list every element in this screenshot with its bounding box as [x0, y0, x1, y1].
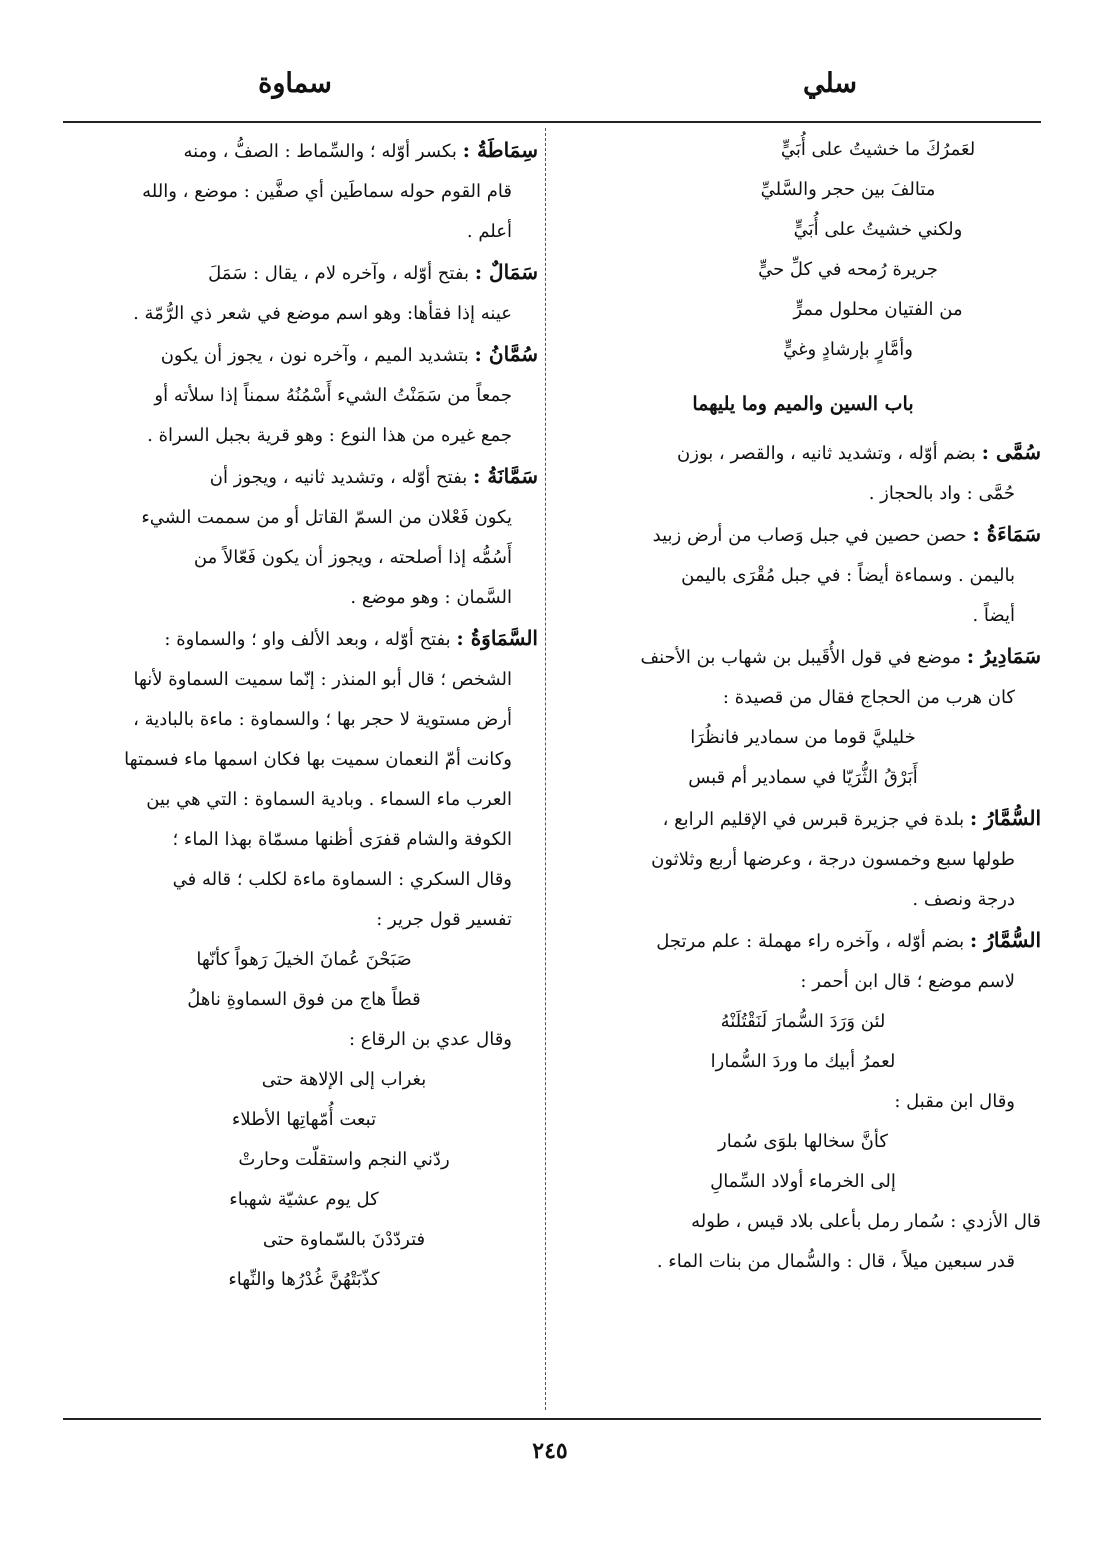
entry-text: العرب ماء السماء . وبادية السماوة : التي هي بين	[146, 789, 512, 810]
entry-text: أَسُمُّه إذا أصلحته ، ويجوز أن يكون فَعّالاً من	[193, 547, 512, 568]
verse-line: بغراب إلى الإلاهة حتى	[261, 1069, 427, 1090]
entry-text: قدر سبعين ميلاً ، قال : والسُّمال من بنات الماء .	[656, 1251, 1015, 1272]
verse-line: إلى الخرماء أولاد السِّمالِ	[710, 1171, 896, 1192]
entry-text: كان هرب من الحجاج فقال من قصيدة :	[722, 687, 1015, 708]
verse-line: أَبَرْقُ الثُّرَيّا في سمادير أم قبس	[688, 767, 918, 788]
verse-line: خليليَّ قوما من سمادير فانظُرَا	[690, 727, 916, 748]
section-heading: باب السين والميم وما يليهما	[692, 393, 914, 415]
entry-text: بفتح أوّله ، وآخره لام ، يقال : سَمَلَ	[208, 263, 469, 284]
entry-text: يكون فَعْلان من السمّ القاتل أو من سممت الشيء	[141, 507, 512, 528]
verse-line: صَبَحْنَ عُمانَ الخيلَ رَهواً كأنّها	[196, 949, 412, 970]
entry-sammana	[70, 456, 538, 618]
verse-line: متالفَ بين حجر والسَّليِّ	[760, 179, 936, 200]
headword: سَمَاءَةُ :	[972, 522, 1041, 546]
entry-text: بلدة في جزيرة قبرس في الإقليم الرابع ،	[662, 809, 965, 830]
headword: سَمَّانَةُ :	[472, 464, 538, 488]
verse-line: فتردّدْنَ بالسّماوة حتى	[262, 1229, 426, 1250]
verse-line: لعمرُ أبيك ما وردَ السُّمارا	[710, 1051, 896, 1072]
poem-intro: وقال عدي بن الرقاع :	[348, 1029, 512, 1050]
poem-4	[565, 1122, 1041, 1202]
entry-summar-2	[565, 920, 1041, 1002]
left-column	[70, 130, 538, 1300]
entry-simata	[70, 130, 538, 252]
entry-text: بضم أوّله ، وآخره راء مهملة : علم مرتجل	[656, 931, 965, 952]
entry-text: باليمن . وسماءة أيضاً : في جبل مُقْرَى باليمن	[681, 565, 1015, 586]
poem-intro: وقال ابن مقبل :	[894, 1091, 1015, 1112]
entry-text: قام القوم حوله سماطَين أي صفَّين : موضع ، والله	[142, 181, 512, 202]
headword: سِمَاطَةُ :	[462, 138, 538, 162]
verse-line: كل يوم عشيّة شهباء	[229, 1189, 379, 1210]
entry-text: أيضاً .	[972, 605, 1015, 626]
entry-text: وقال السكري : السماوة ماءة لكلب ؛ قاله في	[172, 869, 512, 890]
entry-text: بفتح أوّله ، وبعد الألف واو ؛ والسماوة :	[164, 629, 451, 650]
entry-text: أعلم .	[466, 221, 512, 242]
headword: سُمَّى :	[981, 440, 1041, 464]
verse-line: من الفتيان محلول ممرٍّ	[793, 299, 963, 320]
entry-samal	[70, 252, 538, 334]
poem-3	[565, 1002, 1041, 1082]
verse-line: قطاً هاج من فوق السماوةِ ناهلُ	[187, 989, 421, 1010]
bottom-rule	[63, 1418, 1041, 1420]
poem-adi	[70, 1060, 538, 1300]
poem-1	[565, 130, 1041, 370]
headword: السَّمَاوَةُ :	[456, 626, 538, 650]
entry-text: موضع في قول الأُقَيبل بن شهاب بن الأحنف	[640, 647, 961, 668]
verse-line: ردّني النجم واستقلّت وحارتْ	[238, 1149, 450, 1170]
verse-line: ولكني خشيتُ على أُبَيٍّ	[793, 219, 963, 240]
entry-text: عينه إذا فقأها: وهو اسم موضع في شعر ذي الرُّمّة .	[133, 303, 512, 324]
entry-text: قال الأزدي : سُمار رمل بأعلى بلاد قيس ، طوله	[691, 1211, 1041, 1232]
column-divider	[545, 128, 546, 1410]
entry-text: وكانت أمّ النعمان سميت بها فكان اسمها ماء فسمتها	[124, 749, 512, 770]
poem-jarir	[70, 940, 538, 1020]
entry-text: جمع غيره من هذا النوع : وهو قرية بجبل السراة .	[147, 425, 512, 446]
entry-samadir	[565, 636, 1041, 718]
entry-summar-1	[565, 798, 1041, 920]
verse-line: لئن وَرَدَ السُّمارَ لَنَقْتُلَنْهُ	[720, 1011, 886, 1032]
entry-samawa	[70, 618, 538, 940]
entry-text: الشخص ؛ قال أبو المنذر : إنّما سميت السماوة لأنها	[133, 669, 512, 690]
poem-2	[565, 718, 1041, 798]
entry-text: تفسير قول جرير :	[376, 909, 512, 930]
headword: السُّمَّارُ :	[969, 806, 1041, 830]
verse-line: تبعت أُمّهاتِها الأطلاء	[231, 1109, 377, 1130]
verse-line: كذّبَتْهُنَّ غُدْرُها والنِّهاء	[228, 1269, 380, 1290]
running-header-left: سماوة	[258, 68, 332, 99]
entry-text: لاسم موضع ؛ قال ابن أحمر :	[800, 971, 1015, 992]
page-number: ٢٤٥	[532, 1438, 568, 1464]
closing-note	[565, 1202, 1041, 1282]
entry-summa	[565, 432, 1041, 514]
entry-text: بتشديد الميم ، وآخره نون ، يجوز أن يكون	[160, 345, 469, 366]
entry-text: أرض مستوية لا حجر بها ؛ والسماوة : ماءة بالبادية ،	[133, 709, 512, 730]
entry-text: درجة ونصف .	[912, 889, 1015, 910]
entry-text: بضم أوّله ، وتشديد ثانيه ، والقصر ، بوزن	[676, 443, 976, 464]
verse-line: لعَمرُكَ ما خشيتُ على أُبَيٍّ	[780, 139, 976, 160]
entry-text: السَّمان : وهو موضع .	[350, 587, 512, 608]
headword: سُمَّانُ :	[474, 342, 538, 366]
entry-text: الكوفة والشام قفرَى أظنها مسمّاة بهذا الماء ؛	[172, 829, 512, 850]
entry-text: طولها سبع وخمسون درجة ، وعرضها أربع وثلاثون	[651, 849, 1015, 870]
entry-text: حُمَّى : واد بالحجاز .	[868, 483, 1015, 504]
running-header-right: سلي	[802, 68, 858, 99]
entry-text: بكسر أوّله ؛ والسِّماط : الصفُّ ، ومنه	[183, 141, 457, 162]
entry-text: بفتح أوّله ، وتشديد ثانيه ، ويجوز أن	[209, 467, 468, 488]
headword: سَمَادِيرُ :	[966, 644, 1041, 668]
headword: السُّمَّارُ :	[969, 928, 1041, 952]
top-rule	[63, 121, 1041, 123]
entry-summan	[70, 334, 538, 456]
entry-text: حصن حصين في جبل وَصاب من أرض زبيد	[652, 525, 967, 546]
entry-samaa	[565, 514, 1041, 636]
verse-line: جريرة رُمحه في كلِّ حيٍّ	[758, 259, 938, 280]
verse-line: كأنَّ سخالها بلوَى سُمار	[718, 1131, 888, 1152]
entry-text: جمعاً من سَمَنْتُ الشيء أَسْمُنُهُ سمناً إذا سلأته أو	[154, 385, 512, 406]
right-column	[565, 130, 1041, 1282]
verse-line: وأمَّارٍ بإرشادٍ وغيٍّ	[783, 339, 913, 360]
headword: سَمَالٌ :	[474, 260, 538, 284]
